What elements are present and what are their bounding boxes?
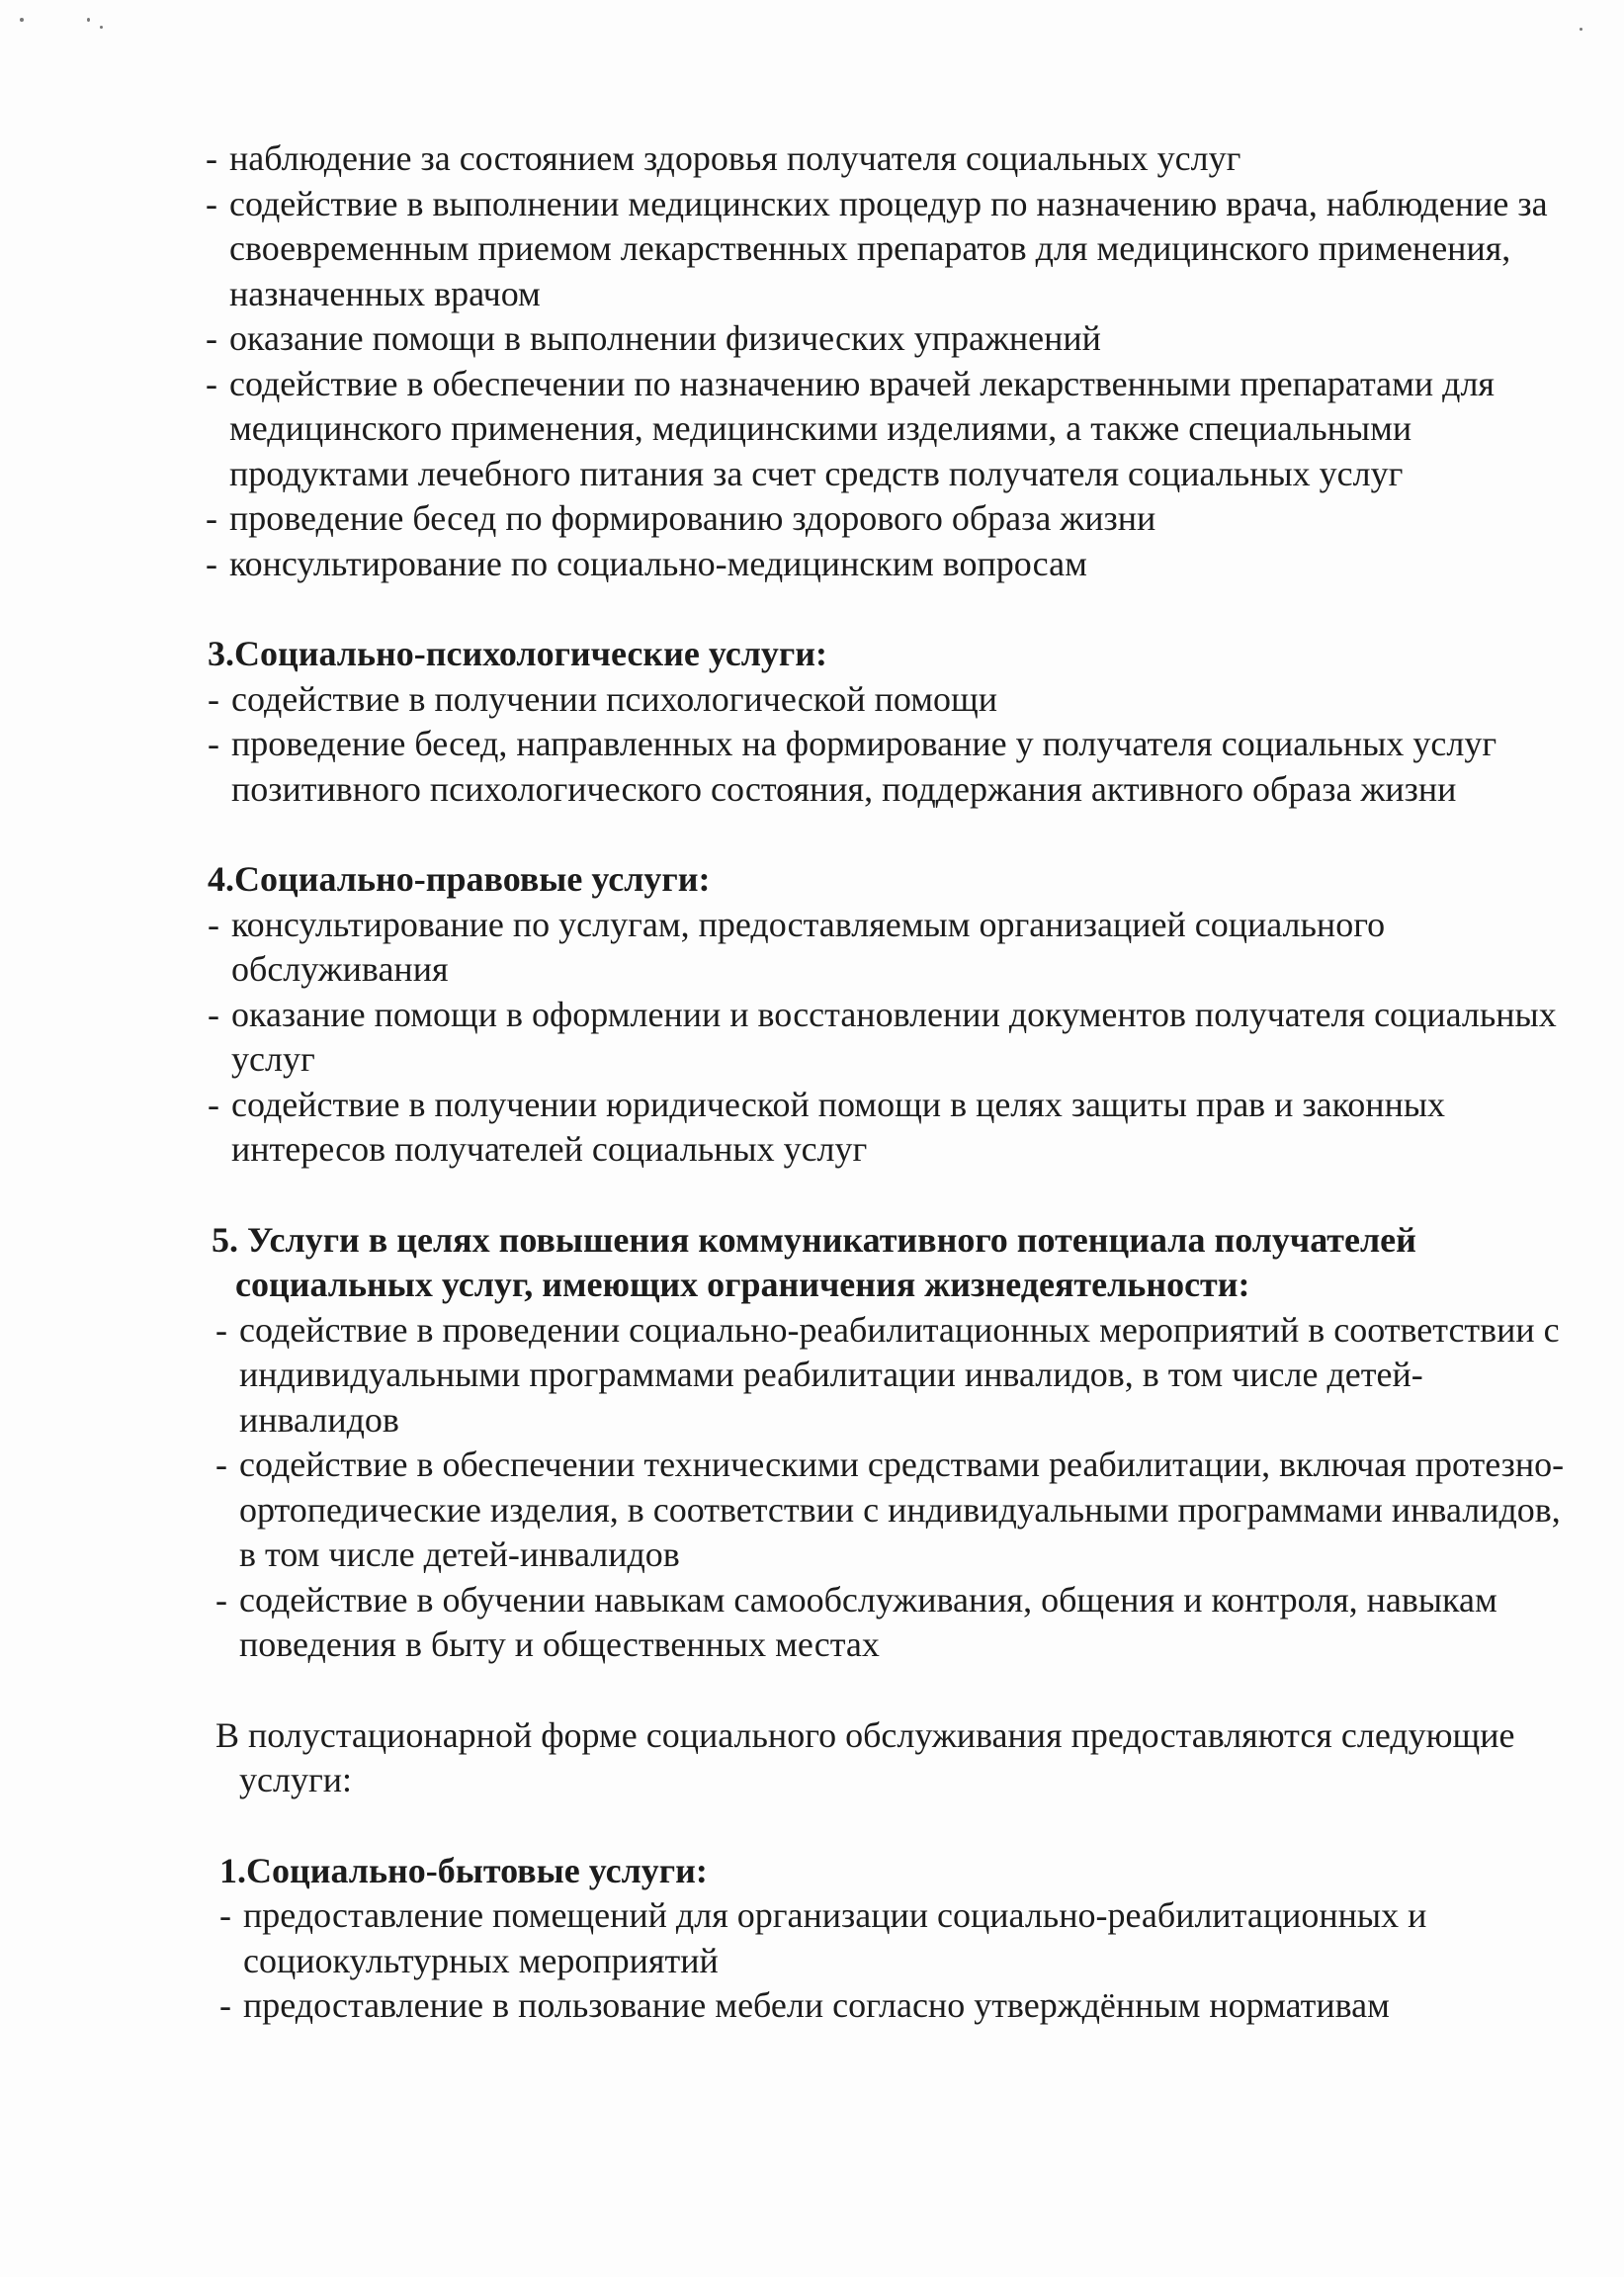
scan-speck: [20, 18, 24, 22]
list-item: - проведение бесед, направленных на формирование у получателя социальных услуг позитивного психологического состояния, поддержания активного образа жизни: [208, 724, 1497, 809]
document-body: [206, 136, 1570, 2029]
list-item: - консультирование по социально-медицинским вопросам: [206, 543, 1087, 583]
section-heading: 4.Социально-правовые услуги:: [208, 859, 711, 899]
section-heading: 5. Услуги в целях повышения коммуникативного потенциала получателей социальных услуг, имеющих ограничения жизнедеятельности:: [212, 1219, 1416, 1304]
list-item: - оказание помощи в выполнении физических упражнений: [206, 318, 1101, 358]
list-item: - содействие в получении юридической помощи в целях защиты прав и законных интересов получателей социальных услуг: [208, 1084, 1446, 1169]
section-heading: 3.Социально-психологические услуги:: [208, 634, 827, 673]
list-item: - содействие в обеспечении техническими средствами реабилитации, включая протезно-ортопедические изделия, в соответствии с индивидуальными программами инвалидов, в том числе детей-инвалидов: [215, 1445, 1565, 1574]
scan-speck: [87, 18, 90, 22]
scan-speck: [1580, 28, 1582, 31]
list-item: - содействие в обучении навыкам самообслуживания, общения и контроля, навыкам поведения в быту и общественных местах: [215, 1579, 1497, 1664]
list-item: - содействие в проведении социально-реабилитационных мероприятий в соответствии с индивидуальными программами реабилитации инвалидов, в том числе детей-инвалидов: [215, 1309, 1560, 1440]
list-item: - содействие в получении психологической помощи: [208, 678, 997, 719]
section-heading: 1.Социально-бытовые услуги:: [219, 1850, 708, 1890]
list-item: - оказание помощи в оформлении и восстановлении документов получателя социальных услуг: [208, 994, 1557, 1079]
list-item: - наблюдение за состоянием здоровья получателя социальных услуг: [206, 138, 1241, 178]
list-item: - проведение бесед по формированию здорового образа жизни: [206, 498, 1156, 538]
list-item: - консультирование по услугам, предоставляемым организацией социального обслуживания: [208, 904, 1386, 989]
list-item: - содействие в обеспечении по назначению врачей лекарственными препаратами для медицинского применения, медицинскими изделиями, а также специальными продуктами лечебного питания за счет средств получателя социальных услуг: [206, 363, 1495, 493]
scan-speck: [100, 26, 103, 29]
intro-paragraph: В полустационарной форме социального обслуживания предоставляются следующие услуги:: [215, 1714, 1515, 1799]
list-item: - предоставление помещений для организации социально-реабилитационных и социокультурных мероприятий: [219, 1895, 1427, 1980]
list-item: - предоставление в пользование мебели согласно утверждённым нормативам: [219, 1985, 1390, 2025]
list-item: - содействие в выполнении медицинских процедур по назначению врача, наблюдение за своевременным приемом лекарственных препаратов для медицинского применения, назначенных врачом: [206, 183, 1548, 313]
